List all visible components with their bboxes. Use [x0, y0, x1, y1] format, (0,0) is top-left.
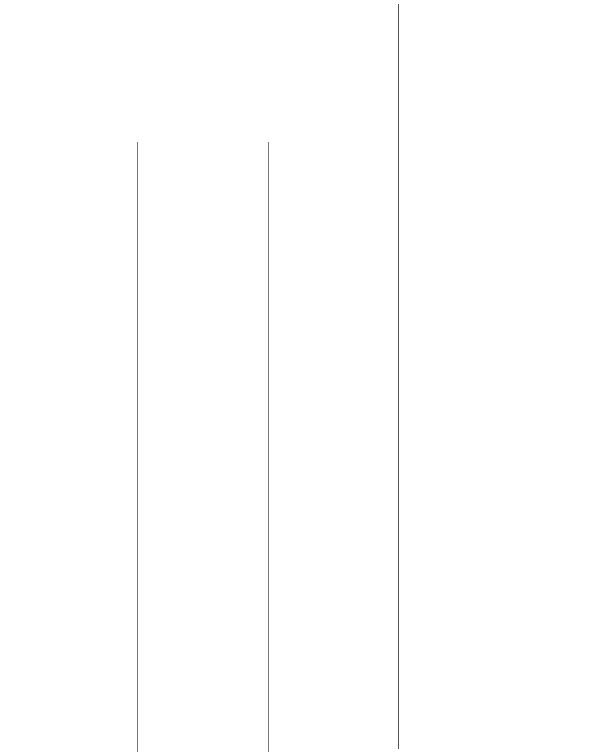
column-middle-left: [140, 142, 265, 752]
column-left: [6, 142, 134, 752]
column-right: [394, 4, 584, 749]
article-title: [6, 34, 394, 98]
column-middle-right: [272, 142, 394, 752]
column-divider: [398, 4, 399, 749]
article-header: [6, 4, 394, 138]
column-divider: [137, 142, 138, 752]
column-divider: [268, 142, 269, 752]
